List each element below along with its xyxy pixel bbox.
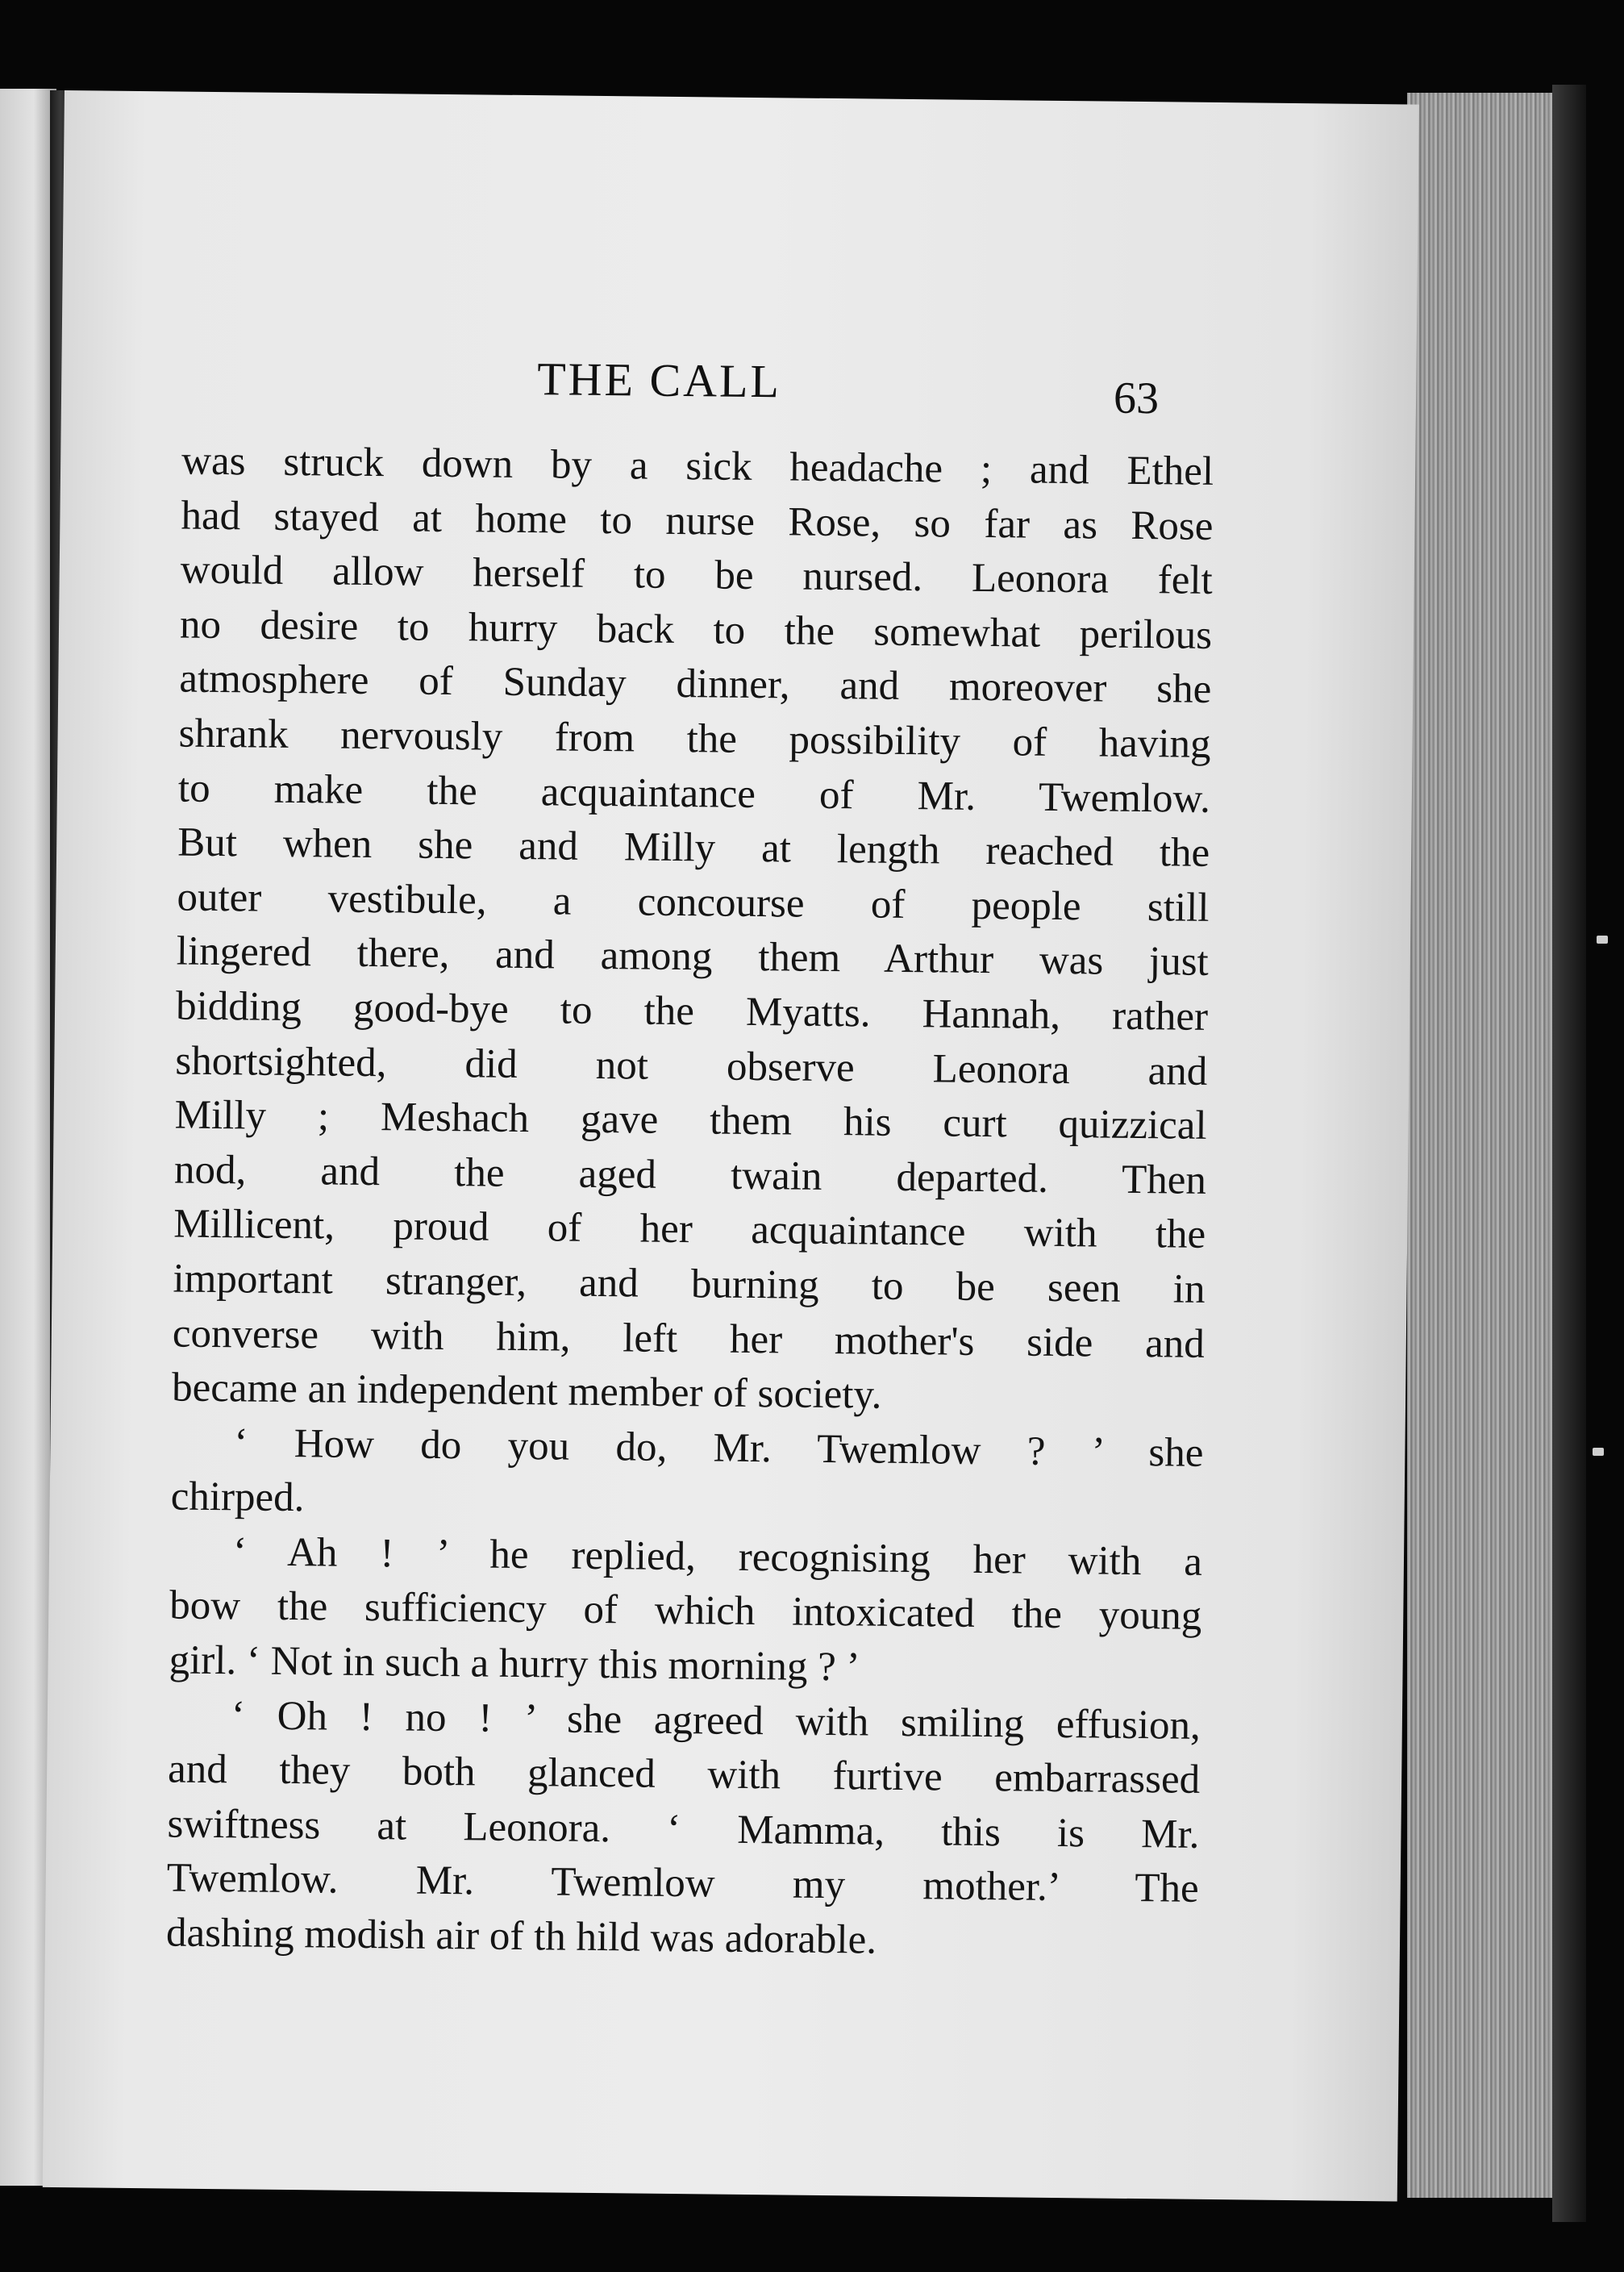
text-line: shortsighted, did not observe Leonora and xyxy=(175,1038,1208,1094)
text-line: bidding good-bye to the Myatts. Hannah, rather xyxy=(175,983,1209,1040)
text-line: was struck down by a sick headache ; and Ethel xyxy=(181,438,1214,494)
text-line: would allow herself to be nursed. Leonora felt xyxy=(180,547,1214,604)
text-line: shrank nervously from the possibility of having xyxy=(178,711,1211,767)
text-line: dashing modish air of th hild was adorable. xyxy=(165,1910,877,1963)
body-text xyxy=(166,435,1214,1972)
paragraph xyxy=(170,1415,1203,1536)
running-head: THE CALL xyxy=(536,352,782,408)
text-line: nod, and the aged twain departed. Then xyxy=(173,1147,1207,1203)
page-header xyxy=(61,347,1417,426)
text-line: and they both glanced with furtive embarrassed xyxy=(167,1746,1201,1803)
text-line: to make the acquaintance of Mr. Twemlow. xyxy=(177,765,1211,822)
text-line: atmosphere of Sunday dinner, and moreover she xyxy=(179,656,1212,713)
text-line: girl. ‘ Not in such a hurry this morning ? ’ xyxy=(169,1637,860,1690)
scan-speck xyxy=(1597,936,1608,944)
page-number: 63 xyxy=(1113,373,1160,424)
text-line: ‘ Oh ! no ! ’ she agreed with smiling effusion, xyxy=(231,1692,1201,1749)
text-line: no desire to hurry back to the somewhat perilous xyxy=(179,602,1213,658)
text-line: converse with him, left her mother's side and xyxy=(172,1310,1206,1367)
text-line: ‘ How do you do, Mr. Twemlow ? ’ she xyxy=(234,1419,1204,1476)
paragraph xyxy=(172,435,1214,1427)
text-line: swiftness at Leonora. ‘ Mamma, this is Mr. xyxy=(167,1801,1200,1857)
paragraph xyxy=(166,1688,1201,1971)
text-line: had stayed at home to nurse Rose, so far as Rose xyxy=(181,493,1214,549)
text-line: became an independent member of society. xyxy=(171,1365,882,1418)
text-line: Millicent, proud of her acquaintance with the xyxy=(173,1201,1206,1258)
text-line: chirped. xyxy=(170,1474,305,1521)
text-line: outer vestibule, a concourse of people still xyxy=(177,874,1210,931)
text-line: ‘ Ah ! ’ he replied, recognising her with a xyxy=(232,1529,1203,1585)
paragraph xyxy=(169,1524,1202,1699)
page-block-edges xyxy=(1407,93,1556,2198)
text-line: important stranger, and burning to be seen in xyxy=(173,1256,1206,1312)
book-page xyxy=(43,90,1419,2201)
text-line: Milly ; Meshach gave them his curt quizzical xyxy=(174,1092,1207,1149)
cover-edge xyxy=(1552,85,1586,2222)
text-line: lingered there, and among them Arthur was just xyxy=(176,928,1210,986)
scan-speck xyxy=(1593,1448,1604,1456)
text-line: But when she and Milly at length reached the xyxy=(177,819,1210,877)
text-line: bow the sufficiency of which intoxicated the young xyxy=(169,1582,1202,1640)
text-line: Twemlow. Mr. Twemlow my mother.’ The xyxy=(166,1855,1200,1912)
